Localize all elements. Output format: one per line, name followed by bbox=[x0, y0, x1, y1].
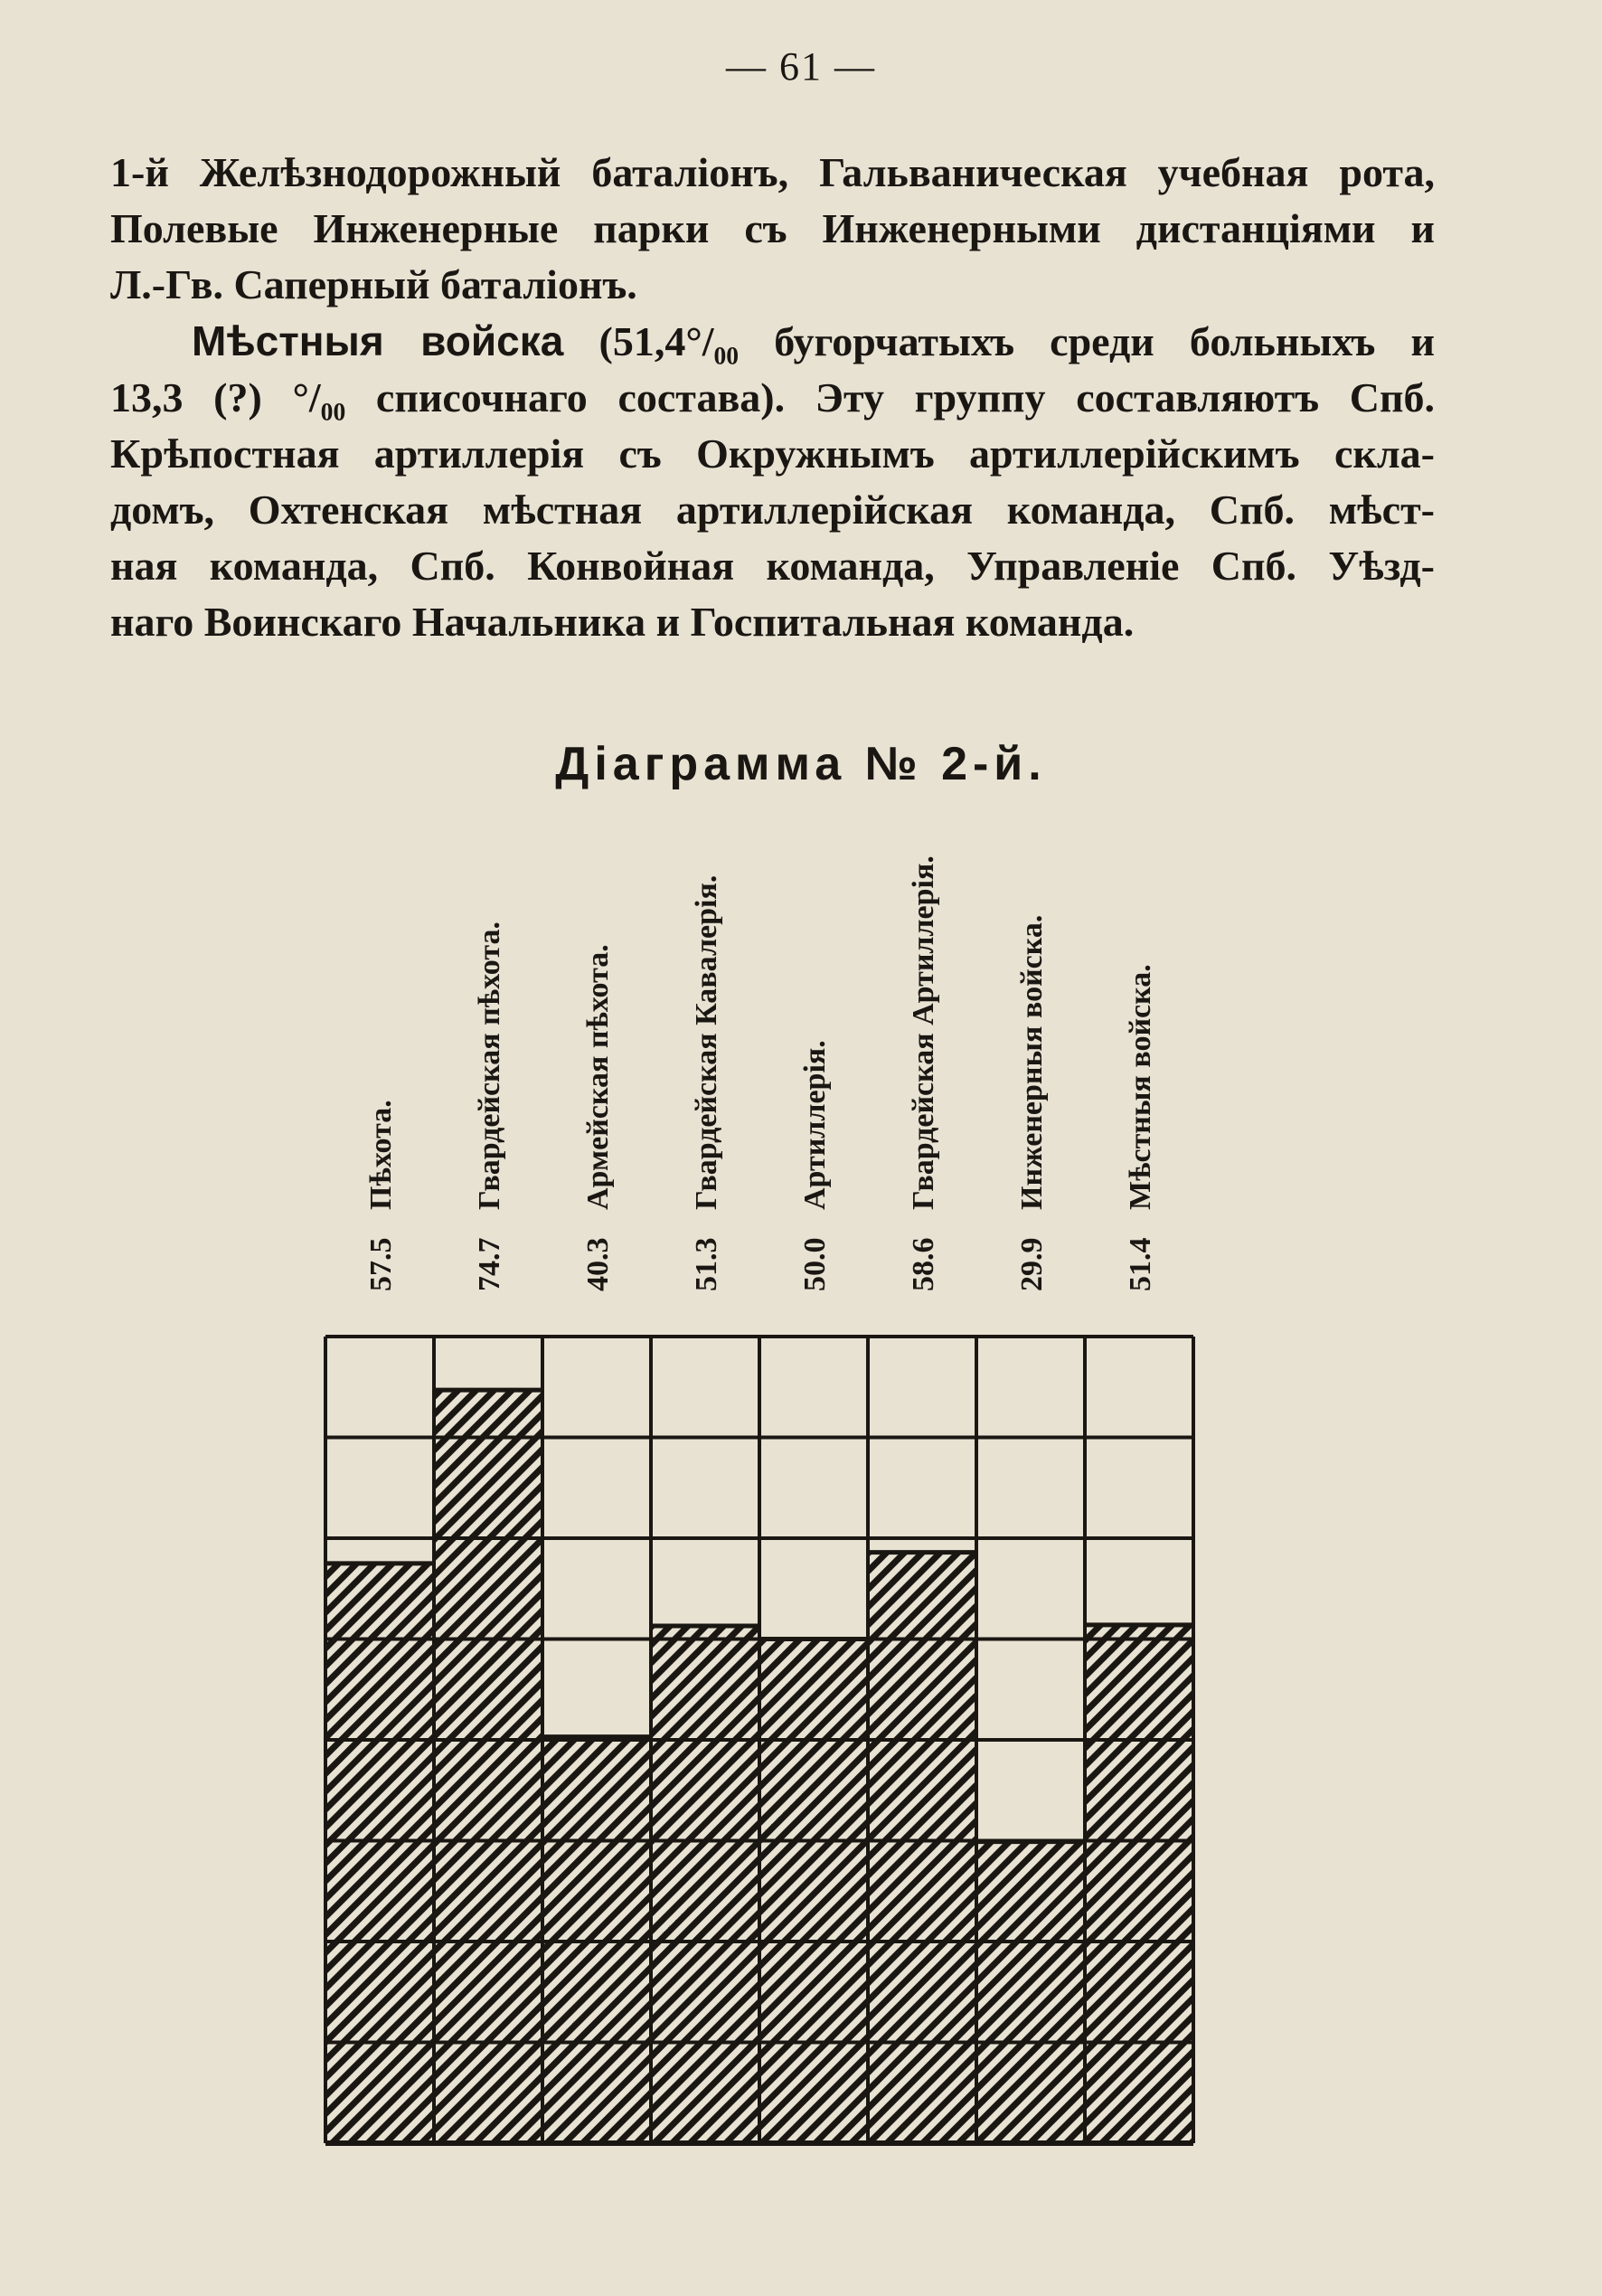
bar-value-label: 50.0 bbox=[798, 1237, 832, 1291]
bar bbox=[868, 1553, 976, 2143]
bar bbox=[434, 1390, 542, 2143]
paragraph-lead: Мѣстныя войска bbox=[192, 317, 564, 364]
bar-value-label: 57.5 bbox=[364, 1237, 398, 1291]
category-label: Гвардейская Артиллерія. bbox=[907, 855, 940, 1210]
category-label: Гвардейская Кавалерія. bbox=[690, 874, 723, 1210]
text-line: Л.-Гв. Саперный баталіонъ. bbox=[110, 261, 637, 307]
bar bbox=[1085, 1625, 1193, 2143]
diagram-title: Діаграмма № 2-й. bbox=[555, 738, 1047, 790]
page-number: — 61 — bbox=[726, 44, 876, 89]
category-label: Инженерныя войска. bbox=[1015, 914, 1049, 1210]
bar-value-label: 51.3 bbox=[690, 1237, 723, 1291]
text-line: Полевые Инженерные парки съ Инженерными дистанціями и bbox=[110, 205, 1435, 251]
bar-value-label: 74.7 bbox=[473, 1237, 506, 1291]
bar-value-label: 40.3 bbox=[581, 1237, 615, 1291]
text-line: Крѣпостная артиллерія съ Окружнымъ артиллерійскимъ скла- bbox=[110, 430, 1435, 477]
category-label: Армейская пѣхота. bbox=[581, 944, 615, 1210]
bar-value-label: 51.4 bbox=[1124, 1237, 1157, 1291]
bar bbox=[759, 1639, 868, 2144]
category-label: Мѣстныя войска. bbox=[1124, 964, 1157, 1210]
category-label: Артиллерія. bbox=[798, 1040, 832, 1210]
category-label: Гвардейская пѣхота. bbox=[473, 921, 506, 1210]
bar bbox=[325, 1564, 434, 2143]
bar bbox=[976, 1842, 1085, 2143]
text-fragment: (51,4°/₀₀ бугорчатыхъ среди больныхъ и bbox=[598, 318, 1435, 364]
text-line: 1-й Желѣзнодорожный баталіонъ, Гальваническая учебная рота, bbox=[110, 149, 1435, 195]
category-label: Пѣхота. bbox=[364, 1100, 398, 1210]
bar-value-label: 58.6 bbox=[907, 1237, 940, 1291]
text-line: ная команда, Спб. Конвойная команда, Управленіе Спб. Уѣзд- bbox=[110, 543, 1435, 589]
text-line: домъ, Охтенская мѣстная артиллерійская команда, Спб. мѣст- bbox=[110, 487, 1435, 533]
text-line: 13,3 (?) °/₀₀ списочнаго состава). Эту группу составляютъ Спб. bbox=[110, 374, 1435, 420]
bar bbox=[651, 1626, 759, 2143]
text-line: наго Воинскаго Начальника и Госпитальная команда. bbox=[110, 599, 1135, 645]
bar-value-label: 29.9 bbox=[1015, 1237, 1049, 1291]
